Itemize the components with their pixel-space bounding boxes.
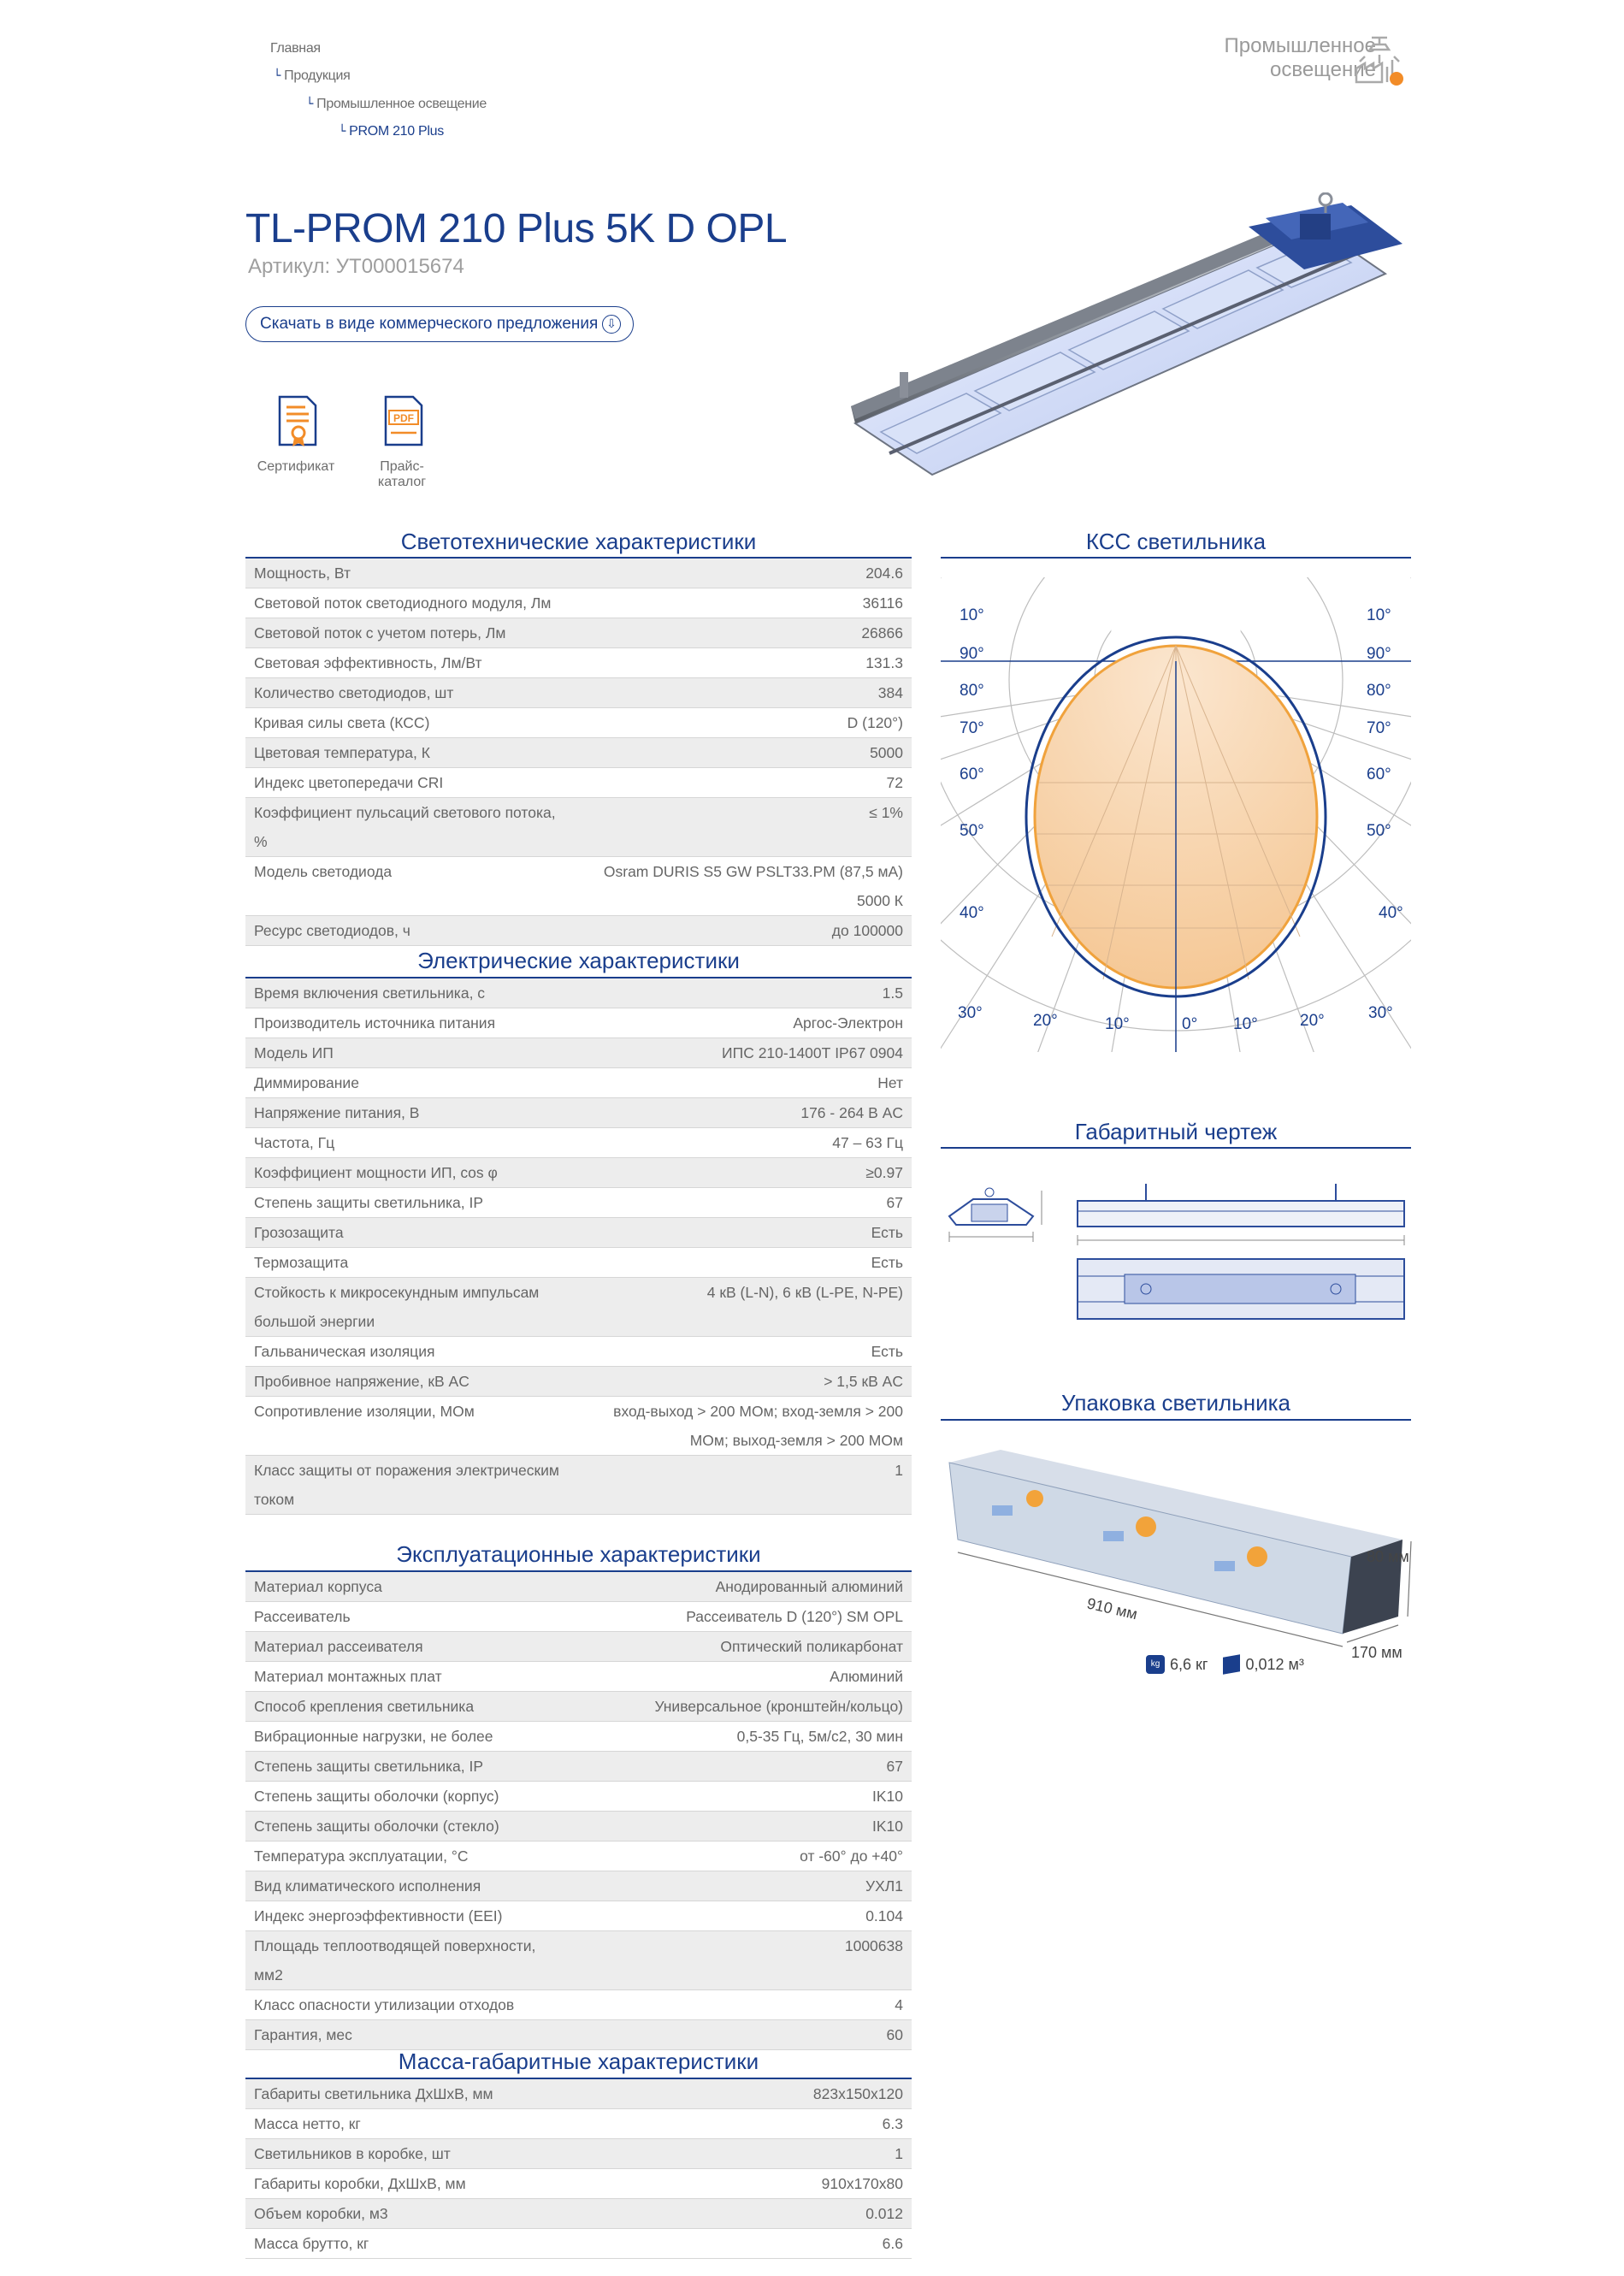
ksc-bottom-angle: 20°	[1033, 1012, 1058, 1030]
table-row	[245, 1812, 912, 1841]
product-title: TL-PROM 210 Plus 5K D OPL	[245, 206, 788, 251]
spec-key: Пробивное напряжение, кВ AC	[254, 1373, 469, 1390]
package-length: 910 мм	[1085, 1594, 1139, 1623]
spec-value: Нет	[877, 1074, 903, 1091]
download-icon: ⇩	[602, 315, 621, 334]
table-row	[245, 1218, 912, 1248]
spec-key: Цветовая температура, К	[254, 744, 430, 761]
spec-key: Габариты светильника ДхШхВ, мм	[254, 2085, 493, 2102]
download-commercial-offer-button[interactable]	[245, 306, 634, 342]
spec-value: ≥0.97	[865, 1164, 903, 1181]
spec-key: Производитель источника питания	[254, 1014, 496, 1032]
breadcrumb-current-label: PROM 210 Plus	[349, 124, 444, 139]
ksc-right-angle: 10°	[1367, 606, 1391, 624]
spec-key: Диммирование	[254, 1074, 359, 1091]
table-row	[245, 1782, 912, 1812]
spec-key: Термозащита	[254, 1254, 349, 1271]
table-row	[245, 738, 912, 768]
table-row	[245, 1632, 912, 1662]
spec-key: Габариты коробки, ДхШхВ, мм	[254, 2175, 466, 2192]
spec-key: Модель светодиода	[254, 863, 393, 880]
spec-key: Сопротивление изоляции, МОм	[254, 1403, 475, 1420]
spec-value: 4	[895, 1996, 903, 2013]
table-row	[245, 2229, 912, 2259]
electric-specs-table	[245, 978, 912, 1515]
spec-key: Количество светодиодов, шт	[254, 684, 454, 701]
table-row	[245, 1931, 912, 1990]
spec-value: от -60° до +40°	[800, 1847, 903, 1865]
product-image	[838, 192, 1428, 483]
spec-value: УХЛ1	[865, 1877, 903, 1895]
spec-key: Степень защиты светильника, IP	[254, 1194, 484, 1211]
spec-value: Универсальное (кронштейн/кольцо)	[654, 1698, 903, 1715]
ksc-right-angle: 70°	[1367, 719, 1391, 737]
spec-key: Кривая силы света (КСС)	[254, 714, 430, 731]
pdf-icon	[379, 395, 425, 448]
spec-value: Рассеиватель D (120°) SM OPL	[686, 1608, 903, 1625]
spec-value: 0.012	[865, 2205, 903, 2222]
table-row	[245, 2199, 912, 2229]
package-volume: 0,012 м³	[1245, 1655, 1304, 1673]
package-divider	[941, 1419, 1411, 1421]
spec-key: Температура эксплуатации, °С	[254, 1847, 469, 1865]
table-row	[245, 2109, 912, 2139]
spec-key: Вибрационные нагрузки, не более	[254, 1728, 493, 1745]
ksc-bottom-angle: 10°	[1105, 1015, 1130, 1033]
category-label	[1171, 34, 1376, 82]
spec-value: D (120°)	[847, 714, 903, 731]
certificate-label: Сертификат	[257, 459, 335, 474]
ksc-bottom-angle: 30°	[958, 1004, 983, 1022]
spec-value: вход-выход > 200 МОм; вход-земля > 200 МОм; выход-земля > 200 МОм	[613, 1403, 903, 1449]
ksc-polar-diagram	[941, 577, 1411, 1056]
spec-key: Мощность, Вт	[254, 565, 351, 582]
spec-value: Анодированный алюминий	[715, 1578, 903, 1595]
table-row	[245, 1188, 912, 1218]
spec-key: Частота, Гц	[254, 1134, 335, 1151]
light-specs-table	[245, 559, 912, 946]
table-row	[245, 1456, 912, 1515]
spec-value: Есть	[871, 1343, 903, 1360]
breadcrumb-home-label: Главная	[270, 41, 321, 56]
ksc-right-angle: 90°	[1367, 645, 1391, 663]
package-width: 170 мм	[1351, 1644, 1403, 1661]
breadcrumb-industrial-label: Промышленное освещение	[316, 97, 487, 111]
spec-key: Материал монтажных плат	[254, 1668, 442, 1685]
ksc-left-angle: 80°	[960, 682, 984, 700]
spec-value: Алюминий	[830, 1668, 903, 1685]
ksc-left-angle: 70°	[960, 719, 984, 737]
spec-key: Масса нетто, кг	[254, 2115, 361, 2132]
spec-value: ≤ 1%	[869, 804, 903, 821]
spec-key: Грозозащита	[254, 1224, 344, 1241]
table-row	[245, 1038, 912, 1068]
spec-key: Степень защиты светильника, IP	[254, 1758, 484, 1775]
product-article: Артикул: УТ000015674	[248, 255, 464, 278]
table-row	[245, 798, 912, 857]
table-row	[245, 2079, 912, 2109]
spec-key: Гарантия, мес	[254, 2026, 352, 2043]
table-row	[245, 916, 912, 946]
spec-key: Модель ИП	[254, 1044, 334, 1061]
ksc-right-angle: 40°	[1379, 904, 1403, 922]
spec-value: 176 - 264 В AC	[800, 1104, 903, 1121]
spec-value: 72	[886, 774, 903, 791]
table-row	[245, 708, 912, 738]
table-row	[245, 1901, 912, 1931]
spec-value: 36116	[862, 594, 903, 612]
table-row	[245, 1248, 912, 1278]
spec-value: 47 – 63 Гц	[832, 1134, 903, 1151]
table-row	[245, 588, 912, 618]
spec-value: 1.5	[882, 984, 903, 1002]
table-row	[245, 648, 912, 678]
table-row	[245, 1278, 912, 1337]
spec-key: Степень защиты оболочки (стекло)	[254, 1818, 499, 1835]
package-weight: 6,6 кг	[1170, 1655, 1208, 1673]
exploitation-specs-table	[245, 1572, 912, 2050]
package-title: Упаковка светильника	[1060, 1390, 1290, 1416]
breadcrumb-home[interactable]	[270, 41, 321, 56]
drawing-title: Габаритный чертеж	[1074, 1119, 1278, 1144]
breadcrumb-products-label: Продукция	[284, 68, 351, 83]
table-row	[245, 1098, 912, 1128]
mass-specs-table	[245, 2079, 912, 2259]
table-row	[245, 1158, 912, 1188]
table-row	[245, 2020, 912, 2050]
table-row	[245, 768, 912, 798]
certificate-link[interactable]	[253, 395, 339, 475]
spec-key: Объем коробки, м3	[254, 2205, 388, 2222]
package-image	[941, 1445, 1420, 1676]
price-catalog-link[interactable]	[359, 395, 445, 490]
spec-value: 6.6	[882, 2235, 903, 2252]
category-line-2: освещение	[1269, 58, 1376, 81]
corner-arrow-icon: └	[339, 125, 346, 139]
table-row	[245, 978, 912, 1008]
spec-value: 910х170х80	[821, 2175, 903, 2192]
breadcrumb-current	[339, 124, 444, 139]
spec-key: Световой поток с учетом потерь, Лм	[254, 624, 506, 641]
spec-value: 6.3	[882, 2115, 903, 2132]
weight-icon: kg	[1146, 1655, 1165, 1674]
table-row	[245, 1990, 912, 2020]
spec-value: 67	[886, 1758, 903, 1775]
ksc-title: КСС светильника	[1085, 529, 1267, 554]
ksc-right-angle: 50°	[1367, 822, 1391, 840]
drawing-divider	[941, 1147, 1411, 1149]
spec-key: Рассеиватель	[254, 1608, 351, 1625]
table-row	[245, 1871, 912, 1901]
electric-section-title: Электрические характеристики	[417, 948, 740, 973]
table-row	[245, 618, 912, 648]
spec-value: Есть	[871, 1224, 903, 1241]
ksc-right-angle: 80°	[1367, 682, 1391, 700]
spec-value: > 1,5 кВ AC	[824, 1373, 903, 1390]
spec-key: Стойкость к микросекундным импульсам большой энергии	[254, 1284, 540, 1330]
spec-key: Ресурс светодиодов, ч	[254, 922, 410, 939]
spec-key: Степень защиты оболочки (корпус)	[254, 1788, 499, 1805]
spec-value: 0,5-35 Гц, 5м/с2, 30 мин	[736, 1728, 903, 1745]
breadcrumb-products[interactable]	[274, 68, 351, 84]
table-row	[245, 1722, 912, 1752]
spec-key: Светильников в коробке, шт	[254, 2145, 451, 2162]
spec-key: Площадь теплоотводящей поверхности, мм2	[254, 1937, 536, 1983]
spec-key: Масса брутто, кг	[254, 2235, 369, 2252]
category-line-1: Промышленное	[1224, 34, 1376, 57]
table-row	[245, 1662, 912, 1692]
spec-value: Osram DURIS S5 GW PSLT33.PM (87,5 мА) 5000 К	[603, 863, 903, 909]
spec-key: Световой поток светодиодного модуля, Лм	[254, 594, 552, 612]
spec-value: 131.3	[865, 654, 903, 671]
spec-value: IK10	[872, 1788, 903, 1805]
ksc-bottom-angle: 30°	[1368, 1004, 1393, 1022]
spec-key: Коэффициент пульсаций светового потока, %	[254, 804, 556, 850]
spec-key: Коэффициент мощности ИП, cos φ	[254, 1164, 498, 1181]
ksc-divider	[941, 557, 1411, 559]
spec-value: 26866	[861, 624, 903, 641]
ksc-bottom-angle: 10°	[1233, 1015, 1258, 1033]
spec-value: 1	[895, 2145, 903, 2162]
table-row	[245, 857, 912, 916]
spec-value: 823х150х120	[812, 2085, 903, 2102]
volume-icon	[1223, 1654, 1240, 1675]
ksc-bottom-angle: 0°	[1182, 1015, 1198, 1033]
table-row	[245, 1602, 912, 1632]
table-row	[245, 2169, 912, 2199]
table-row	[245, 1397, 912, 1456]
spec-value: IK10	[872, 1818, 903, 1835]
corner-arrow-icon: └	[306, 98, 314, 111]
package-height: 80 мм	[1367, 1548, 1409, 1565]
spec-value: ИПС 210-1400Т IP67 0904	[722, 1044, 903, 1061]
spec-key: Материал рассеивателя	[254, 1638, 423, 1655]
spec-key: Способ крепления светильника	[254, 1698, 475, 1715]
corner-arrow-icon: └	[274, 69, 281, 83]
ksc-left-angle: 10°	[960, 606, 984, 624]
package-stats	[1146, 1655, 1304, 1674]
table-row	[245, 1068, 912, 1098]
table-row	[245, 678, 912, 708]
ksc-left-angle: 40°	[960, 904, 984, 922]
spec-value: 4 кВ (L-N), 6 кВ (L-PE, N-PE)	[706, 1284, 903, 1301]
table-row	[245, 1128, 912, 1158]
spec-key: Материал корпуса	[254, 1578, 382, 1595]
spec-value: Оптический поликарбонат	[720, 1638, 903, 1655]
spec-key: Индекс энергоэффективности (EEI)	[254, 1907, 503, 1924]
table-row	[245, 1752, 912, 1782]
spec-value: 0.104	[865, 1907, 903, 1924]
pdf-badge-text: PDF	[393, 412, 414, 424]
spec-key: Индекс цветопередачи CRI	[254, 774, 444, 791]
spec-value: до 100000	[831, 922, 903, 939]
spec-key: Световая эффективность, Лм/Вт	[254, 654, 482, 671]
ksc-left-angle: 90°	[960, 645, 984, 663]
table-row	[245, 1367, 912, 1397]
mass-section-title: Масса-габаритные характеристики	[398, 2048, 759, 2074]
table-row	[245, 1572, 912, 1602]
spec-value: 204.6	[865, 565, 903, 582]
table-row	[245, 1692, 912, 1722]
ksc-left-angle: 50°	[960, 822, 984, 840]
industrial-lighting-icon	[1353, 34, 1406, 87]
spec-key: Вид климатического исполнения	[254, 1877, 481, 1895]
breadcrumb-industrial[interactable]	[306, 97, 487, 112]
table-row	[245, 1008, 912, 1038]
spec-value: Аргос-Электрон	[793, 1014, 903, 1032]
spec-key: Напряжение питания, В	[254, 1104, 420, 1121]
spec-key: Гальваническая изоляция	[254, 1343, 435, 1360]
price-catalog-label: Прайс-каталог	[377, 459, 427, 489]
spec-value: Есть	[871, 1254, 903, 1271]
dimension-drawing	[941, 1165, 1411, 1336]
exploitation-section-title: Эксплуатационные характеристики	[396, 1541, 761, 1567]
download-button-label: Скачать в виде коммерческого предложения	[260, 315, 599, 333]
certificate-icon	[273, 395, 319, 448]
ksc-bottom-angle: 20°	[1300, 1012, 1325, 1030]
light-section-title: Светотехнические характеристики	[400, 529, 757, 554]
spec-value: 60	[886, 2026, 903, 2043]
spec-key: Класс опасности утилизации отходов	[254, 1996, 515, 2013]
spec-value: 1	[895, 1462, 903, 1479]
table-row	[245, 1841, 912, 1871]
ksc-left-angle: 60°	[960, 766, 984, 783]
table-row	[245, 2139, 912, 2169]
spec-value: 1000638	[844, 1937, 903, 1954]
ksc-right-angle: 60°	[1367, 766, 1391, 783]
spec-value: 384	[877, 684, 903, 701]
spec-key: Время включения светильника, с	[254, 984, 486, 1002]
spec-value: 5000	[870, 744, 903, 761]
spec-value: 67	[886, 1194, 903, 1211]
table-row	[245, 559, 912, 588]
spec-key: Класс защиты от поражения электрическим током	[254, 1462, 559, 1508]
table-row	[245, 1337, 912, 1367]
